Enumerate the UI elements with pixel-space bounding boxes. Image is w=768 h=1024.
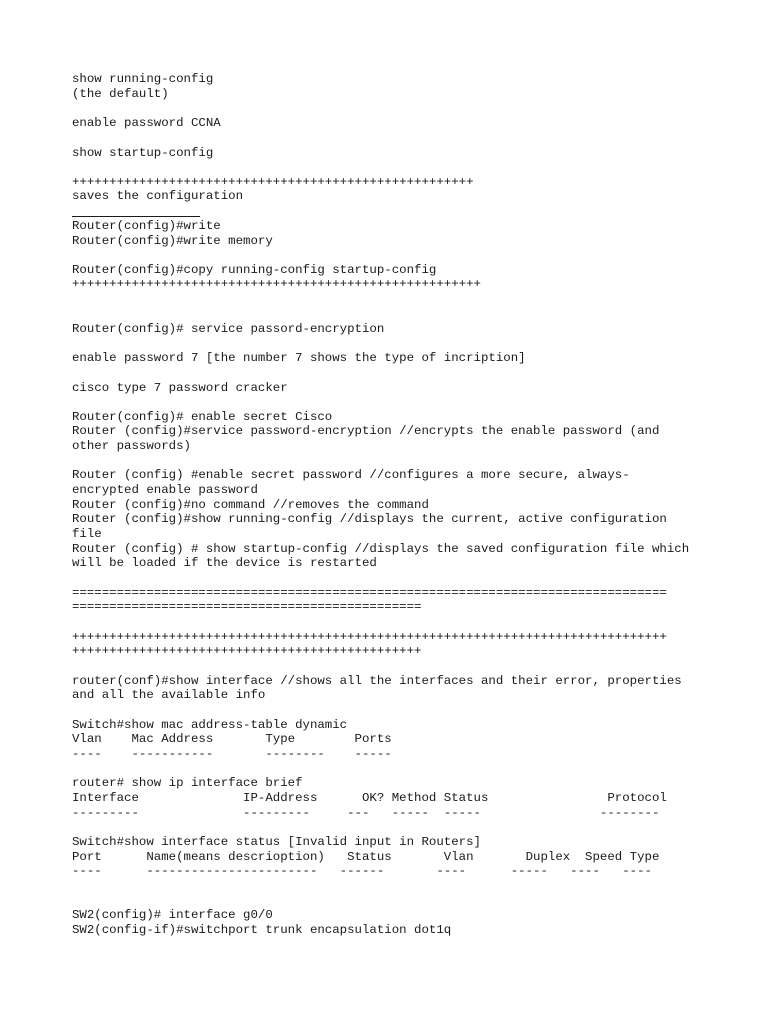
table-rule-line: --------- --------- --- ----- ----- --------: [72, 806, 660, 820]
divider-line: +++++++++++++++++++++++++++++++++++++++++++++++++++++++: [72, 277, 481, 291]
text-line: and all the available info: [72, 688, 266, 702]
text-line: other passwords): [72, 439, 191, 453]
command-line: router(conf)#show interface //shows all the interfaces and their error, properties: [72, 674, 682, 688]
underline-rule: [72, 216, 200, 217]
command-line: SW2(config-if)#switchport trunk encapsulation dot1q: [72, 923, 452, 937]
text-line: show startup-config: [72, 146, 214, 160]
table-rule-line: ---- ----------- -------- -----: [72, 747, 392, 761]
command-line: SW2(config)# interface g0/0: [72, 908, 273, 922]
command-line: Router (config)#service password-encryption //encrypts the enable password (and: [72, 424, 660, 438]
divider-line: ================================================================================: [72, 586, 667, 600]
command-line: Router(config)#write: [72, 219, 221, 233]
command-line: Router (config)#show running-config //displays the current, active configuration: [72, 512, 667, 526]
command-line: Switch#show mac address-table dynamic: [72, 718, 348, 732]
text-line: (the default): [72, 87, 169, 101]
command-line: Router(config)#write memory: [72, 234, 273, 248]
command-line: Switch#show interface status [Invalid input in Routers]: [72, 835, 481, 849]
text-line: show running-config: [72, 72, 214, 86]
text-line: cisco type 7 password cracker: [72, 381, 288, 395]
divider-line: ++++++++++++++++++++++++++++++++++++++++++++++++++++++++++++++++++++++++++++++++: [72, 630, 667, 644]
command-line: Router (config)#no command //removes the command: [72, 498, 429, 512]
text-line: enable password 7 [the number 7 shows the type of incription]: [72, 351, 526, 365]
text-line: enable password CCNA: [72, 116, 221, 130]
text-line: will be loaded if the device is restarted: [72, 556, 377, 570]
table-header-line: Interface IP-Address OK? Method Status Protocol: [72, 791, 667, 805]
table-rule-line: ---- ----------------------- ------ ---- ----- ---- ----: [72, 864, 652, 878]
divider-line: ===============================================: [72, 600, 422, 614]
command-line: router# show ip interface brief: [72, 776, 303, 790]
command-line: Router(config)# enable secret Cisco: [72, 410, 333, 424]
command-line: Router (config) # show startup-config //displays the saved configuration file which: [72, 542, 690, 556]
command-line: Router (config) #enable secret password //configures a more secure, always-: [72, 468, 630, 482]
text-line: encrypted enable password: [72, 483, 258, 497]
text-line: saves the configuration: [72, 189, 244, 203]
table-header-line: Vlan Mac Address Type Ports: [72, 732, 392, 746]
divider-line: +++++++++++++++++++++++++++++++++++++++++++++++: [72, 644, 422, 658]
text-line: file: [72, 527, 102, 541]
table-header-line: Port Name(means descrioption) Status Vlan Duplex Speed Type: [72, 850, 660, 864]
command-line: Router(config)#copy running-config startup-config: [72, 263, 437, 277]
command-line: Router(config)# service passord-encryption: [72, 322, 385, 336]
divider-line: ++++++++++++++++++++++++++++++++++++++++++++++++++++++: [72, 175, 474, 189]
